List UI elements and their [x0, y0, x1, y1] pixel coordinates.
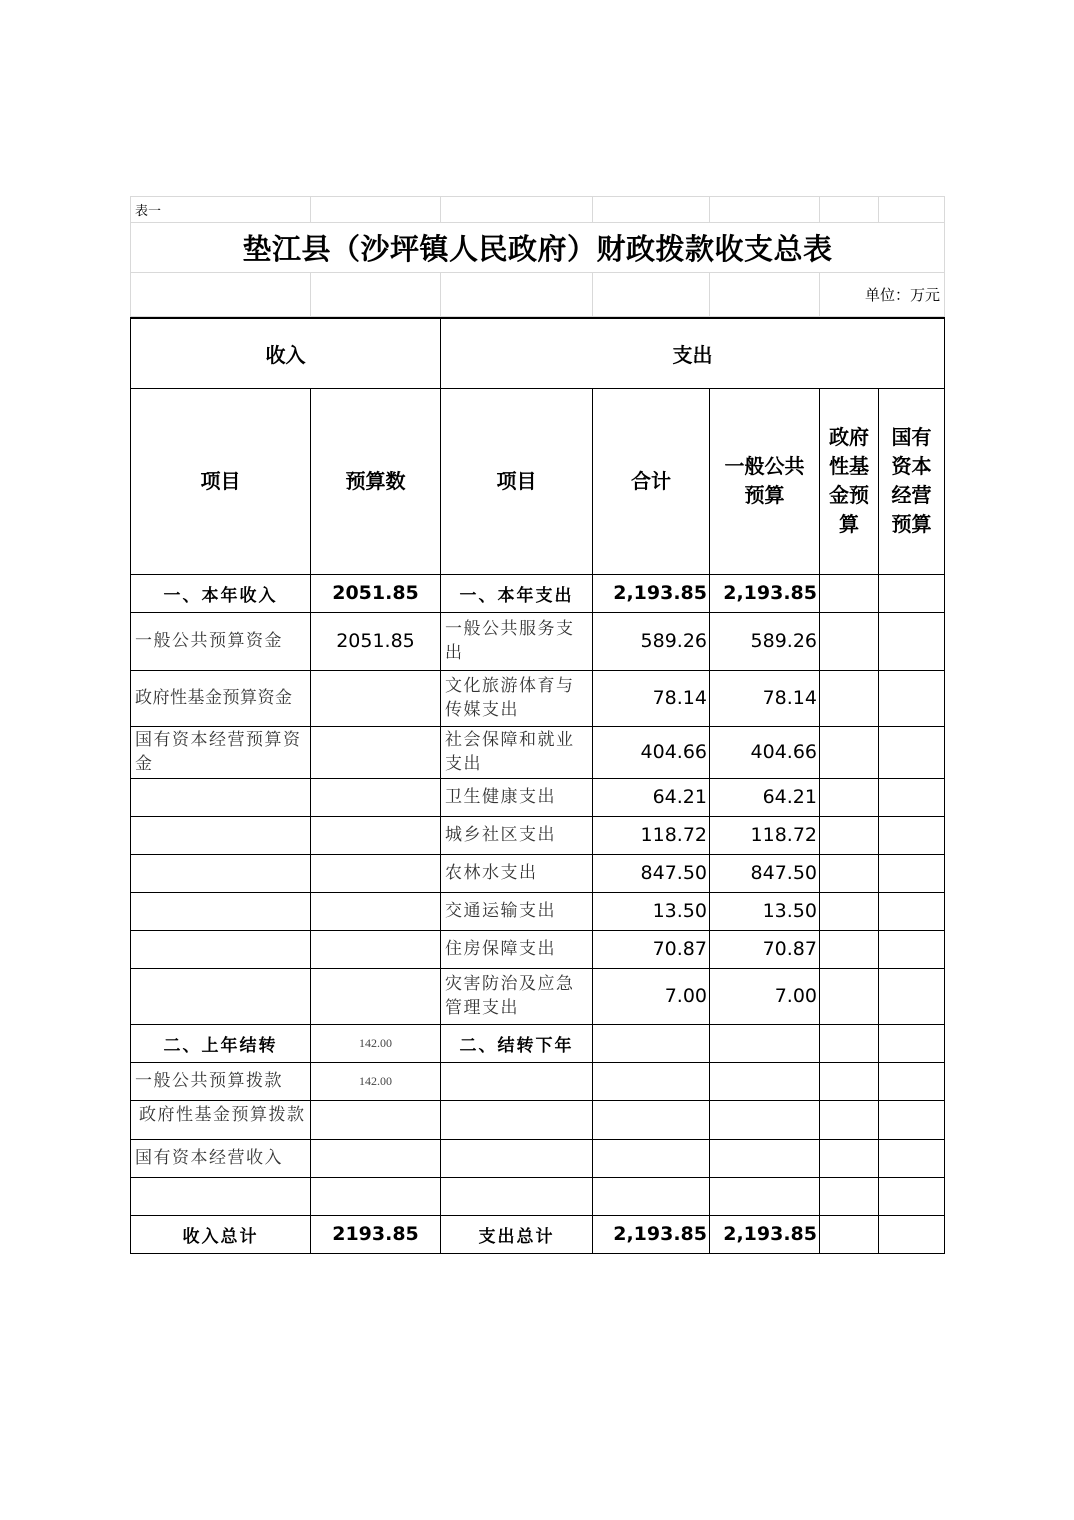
carry-row	[131, 1062, 945, 1100]
section1-income-value: 2051.85	[311, 574, 441, 612]
expense-total: 70.87	[593, 930, 710, 968]
totals-row	[131, 1215, 945, 1253]
income-value: 2051.85	[311, 612, 441, 670]
general-budget-header: 一般公共预算	[710, 388, 820, 574]
income-value	[311, 854, 441, 892]
income-value	[311, 968, 441, 1024]
carry-row	[131, 1139, 945, 1177]
expense-item: 社会保障和就业支出	[441, 726, 593, 778]
header-row-columns	[131, 388, 945, 574]
table-row	[131, 726, 945, 778]
income-item	[131, 892, 311, 930]
expense-general: 70.87	[710, 930, 820, 968]
section2-income-value: 142.00	[311, 1024, 441, 1062]
income-value	[311, 726, 441, 778]
expense-general: 7.00	[710, 968, 820, 1024]
carry-income-item: 政府性基金预算拨款	[139, 1104, 306, 1125]
empty-row	[131, 1177, 945, 1215]
section1-expense-label: 一、本年支出	[441, 574, 593, 612]
section2-row	[131, 1024, 945, 1062]
carry-income-value: 142.00	[311, 1062, 441, 1100]
income-value	[311, 670, 441, 726]
expense-general: 847.50	[710, 854, 820, 892]
table-row	[131, 968, 945, 1024]
table-row	[131, 930, 945, 968]
expense-general: 404.66	[710, 726, 820, 778]
table-row	[131, 816, 945, 854]
section1-income-label: 一、本年收入	[131, 574, 311, 612]
expense-item: 交通运输支出	[441, 892, 593, 930]
expense-item: 灾害防治及应急管理支出	[441, 968, 593, 1024]
expense-item: 一般公共服务支出	[441, 612, 593, 670]
income-value	[311, 892, 441, 930]
section2-expense-label: 二、结转下年	[441, 1024, 593, 1062]
carry-row	[131, 1100, 945, 1139]
state-capital-budget-header: 国有资本经营预算	[879, 388, 945, 574]
income-item	[131, 930, 311, 968]
expense-total-header: 合计	[593, 388, 710, 574]
expense-item: 文化旅游体育与传媒支出	[441, 670, 593, 726]
income-budget-header: 预算数	[311, 388, 441, 574]
expense-general: 13.50	[710, 892, 820, 930]
expense-total: 847.50	[593, 854, 710, 892]
income-item: 国有资本经营预算资金	[131, 726, 311, 778]
income-value	[311, 778, 441, 816]
table-row	[131, 670, 945, 726]
income-item: 政府性基金预算资金	[131, 670, 311, 726]
header-row-group	[131, 318, 945, 388]
income-header: 收入	[131, 318, 441, 388]
carry-income-value	[311, 1100, 441, 1139]
expense-item: 城乡社区支出	[441, 816, 593, 854]
expense-general: 78.14	[710, 670, 820, 726]
expense-total: 64.21	[593, 778, 710, 816]
gov-fund-budget-header: 政府性基金预算	[820, 388, 879, 574]
table-row	[131, 612, 945, 670]
expense-total: 13.50	[593, 892, 710, 930]
budget-table	[130, 317, 945, 1254]
section1-expense-general: 2,193.85	[710, 574, 820, 612]
income-item	[131, 854, 311, 892]
table-row	[131, 892, 945, 930]
expense-item-header: 项目	[441, 388, 593, 574]
expense-item: 农林水支出	[441, 854, 593, 892]
expense-general: 64.21	[710, 778, 820, 816]
page-title: 垫江县（沙坪镇人民政府）财政拨款收支总表	[131, 223, 945, 273]
income-item: 一般公共预算资金	[131, 612, 311, 670]
income-item	[131, 816, 311, 854]
table-row	[131, 854, 945, 892]
expense-total: 78.14	[593, 670, 710, 726]
expense-item: 卫生健康支出	[441, 778, 593, 816]
expense-total: 404.66	[593, 726, 710, 778]
sheet-label: 表一	[131, 197, 311, 223]
sheet-header-grid	[130, 196, 945, 317]
income-total-value: 2193.85	[311, 1215, 441, 1253]
section2-income-label: 二、上年结转	[131, 1024, 311, 1062]
income-item	[131, 778, 311, 816]
income-item-header: 项目	[131, 388, 311, 574]
carry-income-item: 国有资本经营收入	[131, 1139, 311, 1177]
budget-sheet	[130, 196, 944, 1254]
income-value	[311, 816, 441, 854]
expense-item: 住房保障支出	[441, 930, 593, 968]
expense-general: 589.26	[710, 612, 820, 670]
expense-header: 支出	[441, 318, 945, 388]
expense-total-label: 支出总计	[441, 1215, 593, 1253]
expense-total: 589.26	[593, 612, 710, 670]
table-row	[131, 778, 945, 816]
section1-expense-total: 2,193.85	[593, 574, 710, 612]
carry-income-value	[311, 1139, 441, 1177]
carry-income-item: 一般公共预算拨款	[131, 1062, 311, 1100]
expense-total-sum: 2,193.85	[593, 1215, 710, 1253]
expense-general: 118.72	[710, 816, 820, 854]
expense-total: 118.72	[593, 816, 710, 854]
income-total-label: 收入总计	[131, 1215, 311, 1253]
income-value	[311, 930, 441, 968]
section1-row	[131, 574, 945, 612]
expense-general-sum: 2,193.85	[710, 1215, 820, 1253]
unit-label: 单位：万元	[820, 273, 945, 317]
expense-total: 7.00	[593, 968, 710, 1024]
income-item	[131, 968, 311, 1024]
